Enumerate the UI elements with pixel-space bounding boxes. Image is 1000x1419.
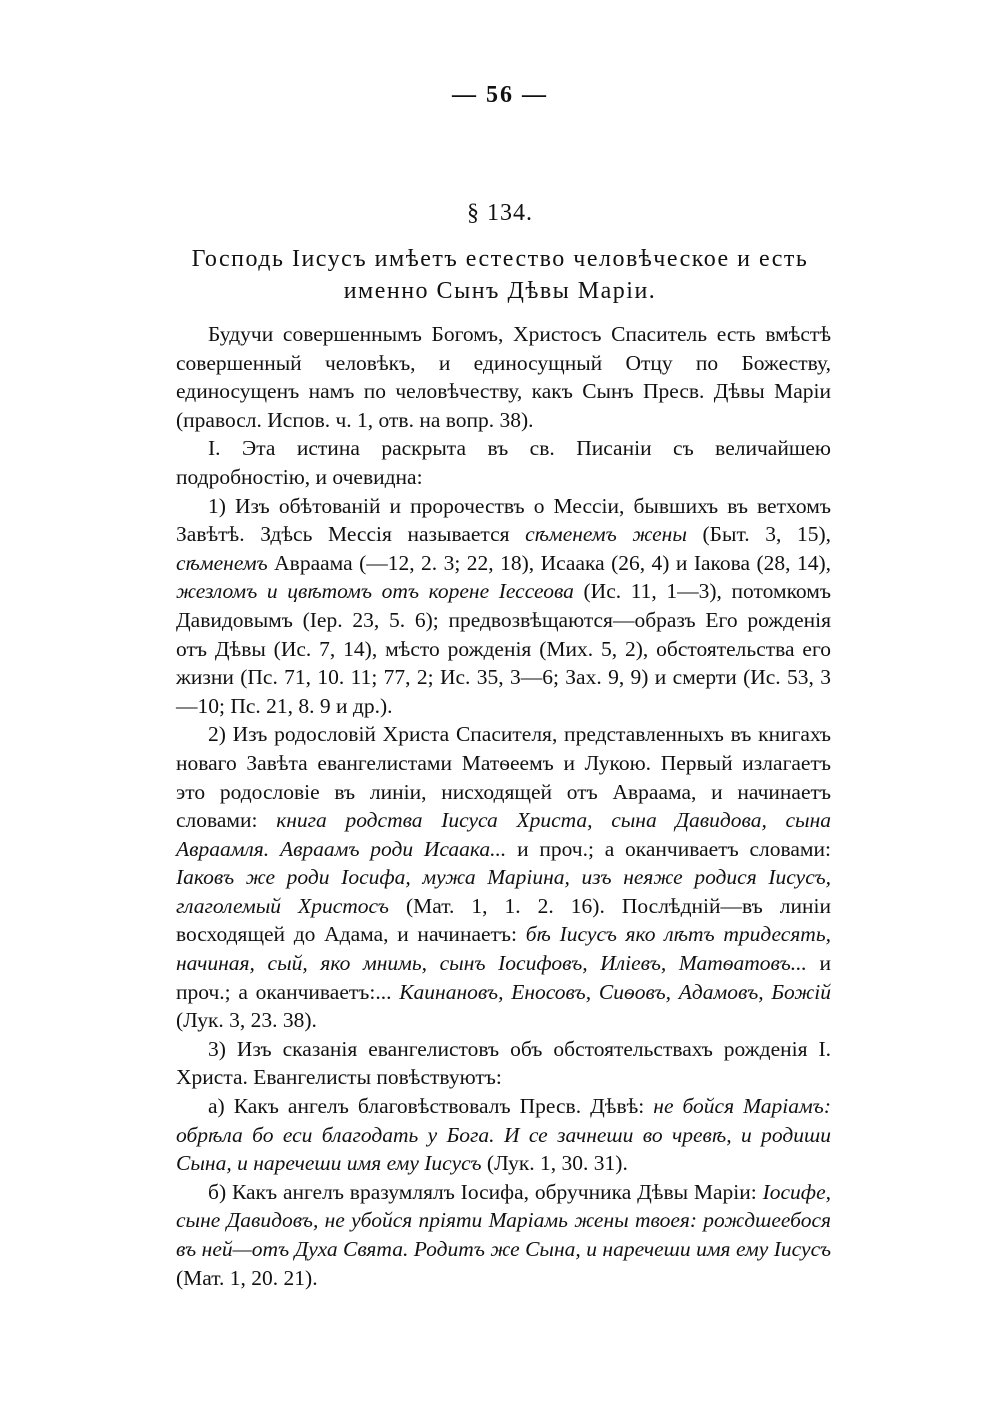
italic-quote: Іосифе, сыне Давидовъ, не убойся пріяти Маріамь жены твоея: рождшеебося въ ней—отъ Духа Свята. Родитъ же Сына, и наречеши имя ему Іисусъ: [176, 1179, 831, 1261]
section-number: § 134.: [467, 200, 533, 226]
italic-quote: бѣ Іисусъ яко лѣтъ тридесять, начиная, сый, яко мнимь, сынъ Іосифовъ, Иліевъ, Матѳатовъ...: [176, 922, 831, 976]
text-run: и проч.; а оканчиваетъ:...: [176, 951, 831, 1004]
text-run: (Ис. 11, 1—3), потомкомъ Давидовымъ (Іер. 23, 5. 6); предвозвѣщаются—образъ Его рожденія отъ Дѣвы (Ис. 7, 14), мѣсто рожденія (Мих. 5, 2), обстоятельства его жизни (Пс. 71, 10. 11; 77, 2; Ис. 35, 3—6; Зах. 9, 9) и смерти (Ис. 53, 3—10; Пс. 21, 8. 9 и др.).: [176, 579, 831, 718]
text-run: Будучи совершеннымъ Богомъ, Христосъ Спаситель есть вмѣстѣ совершенный человѣкъ, и единосущный Отцу по Божеству, единосущенъ намъ по человѣчеству, какъ Сынъ Пресв. Дѣвы Маріи (правосл. Испов. ч. 1, отв. на вопр. 38).: [176, 322, 831, 432]
section-title: [150, 243, 850, 307]
text-run: (Лук. 3, 23. 38).: [176, 1008, 317, 1033]
text-run: (Лук. 1, 30. 31).: [481, 1151, 628, 1176]
section-title-line-2: именно Сынъ Дѣвы Маріи.: [343, 278, 657, 304]
page-number: — 56 —: [452, 82, 548, 108]
italic-quote: не бойся Маріамъ: обрѣла бо еси благодать у Бога. И се зачнеши во чревѣ, и родиши Сына, и наречеши имя ему Іисусъ: [176, 1094, 831, 1176]
text-run: а) Какъ ангелъ благовѣствовалъ Пресв. Дѣвѣ:: [208, 1094, 654, 1119]
text-run: (Мат. 1, 1. 2. 16). Послѣдній—въ линіи восходящей до Адама, и начинаетъ:: [176, 893, 831, 947]
text-run: б) Какъ ангелъ вразумлялъ Іосифа, обручника Дѣвы Маріи:: [208, 1179, 763, 1204]
paragraph: [176, 492, 831, 721]
italic-quote: жезломъ и цвѣтомъ отъ корене Іессеова: [176, 579, 574, 604]
paragraph: [176, 1035, 831, 1092]
italic-quote: Каинановъ, Еносовъ, Сиѳовъ, Адамовъ, Божій: [399, 979, 831, 1004]
paragraph: [176, 320, 831, 434]
text-run: (Быт. 3, 15),: [686, 522, 831, 547]
section-title-line-1: Господь Іисусъ имѣетъ естество человѣческое и есть: [191, 246, 809, 272]
italic-quote: сѣменемъ: [176, 550, 268, 575]
italic-quote: Іаковъ же роди Іосифа, мужа Маріина, изъ неяже родися Іисусъ, глаголемый Христосъ: [176, 865, 831, 918]
paragraph: [176, 434, 831, 491]
text-run: I. Эта истина раскрыта въ св. Писаніи съ величайшею подробностію, и очевидна:: [176, 436, 831, 489]
text-run: Авраама (—12, 2. 3; 22, 18), Исаака (26, 4) и Іакова (28, 14),: [267, 550, 831, 575]
text-run: 3) Изъ сказанія евангелистовъ объ обстоятельствахъ рожденія I. Христа. Евангелисты повѣствуютъ:: [176, 1036, 831, 1090]
text-run: и проч.; а оканчиваетъ словами:: [506, 836, 831, 861]
text-run: 1) Изъ обѣтованій и пророчествъ о Мессіи, бывшихъ въ ветхомъ Завѣтѣ. Здѣсь Мессія называется: [176, 493, 831, 547]
paragraph: [176, 1092, 831, 1178]
italic-quote: сѣменемъ жены: [525, 522, 687, 547]
text-run: 2) Изъ родословій Христа Спасителя, представленныхъ въ книгахъ новаго Завѣта евангелистами Матѳеемъ и Лукою. Первый излагаетъ это родословіе въ линіи, нисходящей отъ Авраама, и начинаетъ словами:: [176, 722, 831, 833]
body-text: [176, 320, 831, 1292]
paragraph: [176, 1178, 831, 1292]
paragraph: [176, 720, 831, 1035]
italic-quote: книга родства Іисуса Христа, сына Давидова, сына Авраамля. Авраамъ роди Исаака...: [176, 808, 831, 861]
text-run: (Мат. 1, 20. 21).: [176, 1265, 318, 1290]
